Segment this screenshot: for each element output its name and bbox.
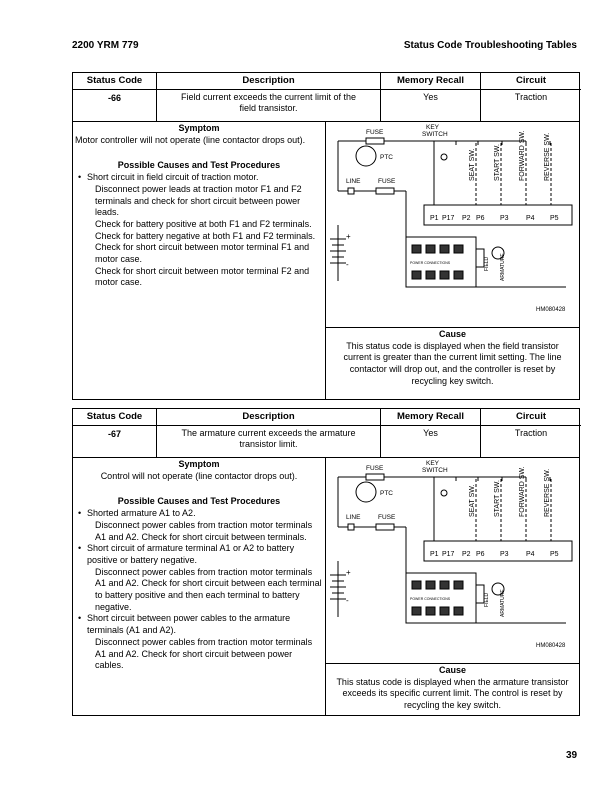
terminal-symbol [440, 581, 449, 589]
terminal-symbol [412, 245, 421, 253]
diagram-label: ARMATURE [500, 589, 506, 617]
header-manual-id: 2200 YRM 779 [72, 40, 139, 51]
memory-recall-cell [381, 73, 481, 121]
diagram-label: KEY [426, 124, 440, 131]
status-code-cell [73, 73, 157, 121]
diagram-label: P2 [462, 215, 471, 222]
diagram-label: POWER CONNECTIONS [410, 597, 451, 601]
causes-list [73, 172, 325, 289]
memory-recall-heading: Memory Recall [381, 73, 480, 90]
contactor-symbol [348, 188, 354, 194]
memory-recall-value: Yes [423, 92, 438, 102]
diagram-label: P3 [500, 551, 509, 558]
terminal-symbol [426, 271, 435, 279]
diagram-label: - [346, 260, 349, 269]
terminal-symbol [426, 607, 435, 615]
diagram-label: P2 [462, 551, 471, 558]
diagram-label: PTC [380, 154, 393, 161]
diagram-label: P5 [550, 551, 559, 558]
diagram-label: KEY [426, 460, 440, 467]
field-coil [476, 585, 484, 603]
diagram-label: P5 [550, 215, 559, 222]
cause-title: Cause [438, 665, 466, 675]
status-code-cell [73, 409, 157, 457]
description-cell [157, 73, 381, 121]
status-code-block-66 [72, 72, 580, 400]
cause-panel [326, 327, 579, 399]
circuit-cell [481, 73, 581, 121]
fuse-symbol [376, 188, 394, 194]
circuit-heading: Circuit [481, 73, 581, 90]
terminal-symbol [412, 581, 421, 589]
description-value: Field current exceeds the current limit of the field transistor. [180, 92, 357, 113]
diagram-label: + [346, 232, 351, 241]
test-procedure: Check for battery negative at both F1 and F2 terminals. [95, 230, 316, 241]
cause-bullet: • Short circuit of armature terminal A1 or A2 to battery positive or battery negative. [75, 543, 323, 566]
diagram-label: REVERSE SW. [544, 132, 551, 181]
diagram-label: P17 [442, 215, 455, 222]
terminal-symbol [440, 271, 449, 279]
diagram-label: P4 [526, 215, 535, 222]
memory-recall-cell [381, 409, 481, 457]
description-value: The armature current exceeds the armature transistor limit. [181, 428, 356, 449]
ptc-symbol [356, 146, 376, 166]
symptom-panel [73, 457, 326, 715]
cause-bullet: • Shorted armature A1 to A2. [75, 508, 323, 520]
diagram-label: FUSE [366, 465, 384, 472]
status-code-block-67 [72, 408, 580, 716]
header-section-title: Status Code Troubleshooting Tables [403, 40, 577, 51]
wiring-diagram [326, 121, 579, 328]
diagram-label: LINE [346, 514, 361, 521]
terminal-symbol [440, 245, 449, 253]
diagram-label: START SW. [494, 480, 501, 517]
description-cell [157, 409, 381, 457]
diagram-label: SWITCH [422, 131, 448, 138]
symptom-text: Motor controller will not operate (line contactor drops out). [75, 134, 306, 145]
contactor-symbol [348, 524, 354, 530]
indicator-symbol [441, 490, 447, 496]
status-header-row [73, 73, 579, 122]
diagram-label: SEAT SW. [469, 148, 476, 181]
test-procedure: Check for battery positive at both F1 and F2 terminals. [95, 218, 312, 229]
diagram-label: P6 [476, 215, 485, 222]
terminal-symbol [454, 245, 463, 253]
test-procedure: Disconnect power cables from traction motor terminals A1 and A2. Check for short circuit between each terminal to battery positive and then each terminal to battery negative. [95, 566, 322, 612]
diagram-label: POWER CONNECTIONS [410, 261, 451, 265]
status-code-heading: Status Code [73, 409, 156, 426]
cause-title: Cause [438, 329, 466, 339]
diagram-label: LINE [346, 178, 361, 185]
diagram-label: P6 [476, 551, 485, 558]
symptom-title: Symptom [178, 459, 220, 469]
diagram-label: ARMATURE [500, 253, 506, 281]
status-code-value: -67 [107, 429, 121, 439]
symptom-title: Symptom [178, 123, 220, 133]
diagram-label: START SW. [494, 144, 501, 181]
diagram-label: FORWARD SW. [519, 466, 526, 517]
test-procedure: Check for short circuit between motor terminal F2 and motor case. [95, 265, 310, 288]
test-procedure: Disconnect power cables from traction motor terminals A1 and A2. Check for short circuit between terminals. [95, 519, 313, 542]
diagram-label: REVERSE SW. [544, 468, 551, 517]
diagram-label: SWITCH [422, 467, 448, 474]
diagram-label: FUSE [378, 178, 396, 185]
description-heading: Description [157, 409, 380, 426]
circuit-value: Traction [514, 428, 548, 438]
wiring-diagram [326, 457, 579, 664]
terminal-symbol [454, 607, 463, 615]
terminal-symbol [412, 271, 421, 279]
diagram-label: P17 [442, 551, 455, 558]
diagram-label: FUSE [366, 129, 384, 136]
diagram-label: P1 [430, 215, 439, 222]
terminal-symbol [426, 245, 435, 253]
cause-bullet: • Short circuit between power cables to the armature terminals (A1 and A2). [75, 613, 323, 636]
status-header-row [73, 409, 579, 458]
diagram-label: FIELD [484, 256, 490, 271]
fuse-symbol [366, 138, 384, 144]
cause-panel [326, 663, 579, 715]
diagram-label: P4 [526, 551, 535, 558]
circuit-value: Traction [514, 92, 548, 102]
terminal-symbol [426, 581, 435, 589]
test-procedure: Disconnect power leads at traction motor F1 and F2 terminals and check for short circuit between power leads. [95, 183, 302, 218]
circuit-heading: Circuit [481, 409, 581, 426]
fuse-symbol [366, 474, 384, 480]
field-coil [476, 249, 484, 267]
terminal-symbol [412, 607, 421, 615]
causes-title: Possible Causes and Test Procedures [117, 160, 281, 171]
indicator-symbol [441, 154, 447, 160]
causes-list [73, 508, 325, 672]
status-code-heading: Status Code [73, 73, 156, 90]
terminal-symbol [454, 271, 463, 279]
diagram-label: + [346, 568, 351, 577]
fuse-symbol [376, 524, 394, 530]
cause-text: This status code is displayed when the field transistor current is greater than the current limit setting. The line contactor will drop out, and the controller is reset by recycling key switch. [343, 340, 562, 386]
memory-recall-heading: Memory Recall [381, 409, 480, 426]
diagram-label: - [346, 596, 349, 605]
ptc-symbol [356, 482, 376, 502]
cause-bullet: • Short circuit in field circuit of traction motor. [75, 172, 323, 184]
causes-title: Possible Causes and Test Procedures [117, 496, 281, 507]
terminal-symbol [440, 607, 449, 615]
circuit-cell [481, 409, 581, 457]
description-heading: Description [157, 73, 380, 90]
diagram-label: P3 [500, 215, 509, 222]
diagram-label: FUSE [378, 514, 396, 521]
diagram-label: P1 [430, 551, 439, 558]
figure-id: HM080428 [536, 643, 566, 649]
diagram-label: PTC [380, 490, 393, 497]
symptom-panel [73, 121, 326, 399]
diagram-label: SEAT SW. [469, 484, 476, 517]
test-procedure: Disconnect power cables from traction motor terminals A1 and A2. Check for short circuit between power cables. [95, 636, 313, 671]
memory-recall-value: Yes [423, 428, 438, 438]
page-number: 39 [566, 750, 578, 761]
test-procedure: Check for short circuit between motor terminal F1 and motor case. [95, 242, 310, 265]
cause-text: This status code is displayed when the armature transistor exceeds its specific current limit. The control is reset by recycling the key switch. [336, 676, 569, 711]
diagram-label: FORWARD SW. [519, 130, 526, 181]
figure-id: HM080428 [536, 307, 566, 313]
diagram-label: FIELD [484, 592, 490, 607]
status-code-value: -66 [107, 93, 121, 103]
symptom-text: Control will not operate (line contactor drops out). [100, 470, 298, 481]
terminal-symbol [454, 581, 463, 589]
